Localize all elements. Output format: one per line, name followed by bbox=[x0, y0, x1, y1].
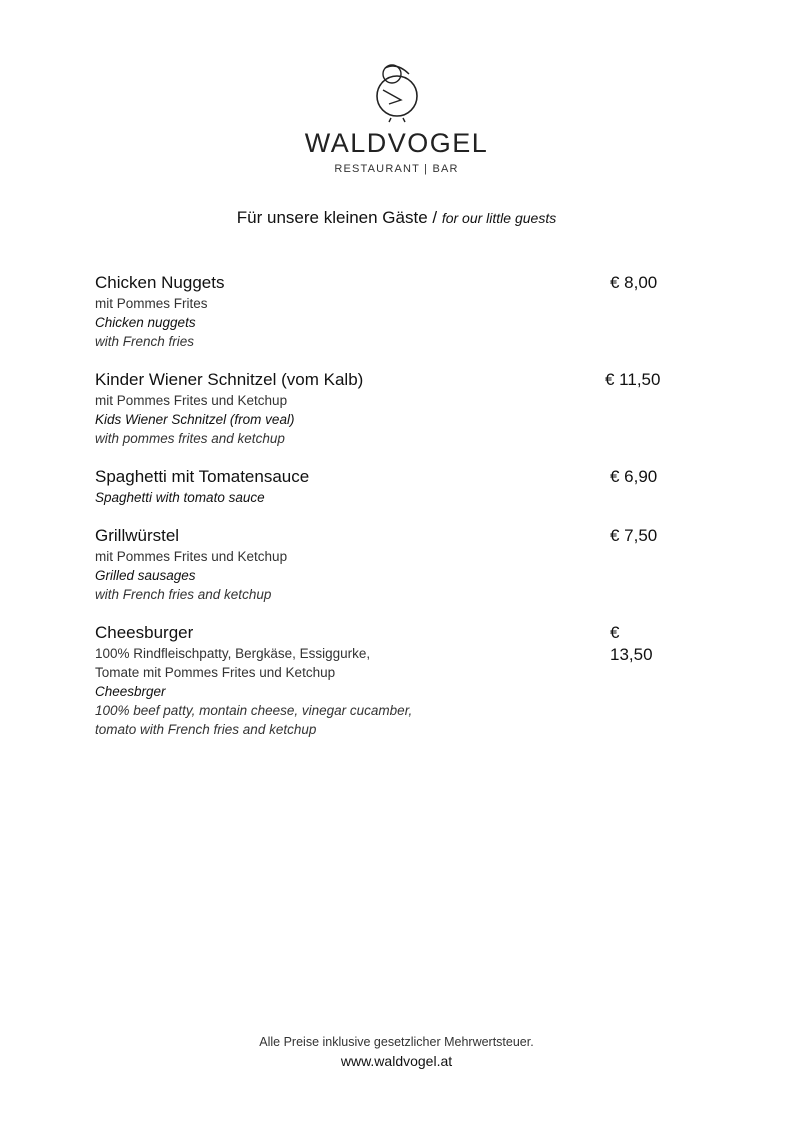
menu-item-name: Kinder Wiener Schnitzel (vom Kalb) bbox=[95, 370, 364, 389]
menu-item-name-en: Chicken nuggets bbox=[95, 315, 196, 330]
menu-item-name-en: Kids Wiener Schnitzel (from veal) bbox=[95, 412, 295, 427]
bird-icon bbox=[367, 60, 427, 124]
menu-item-description-en: with French fries bbox=[95, 334, 195, 349]
menu-item-description-en: 100% beef patty, montain cheese, vinegar cucamber, bbox=[95, 703, 413, 718]
menu-item-description-de: Tomate mit Pommes Frites und Ketchup bbox=[95, 665, 336, 680]
menu-item-name: Cheesburger bbox=[95, 623, 194, 642]
menu-item-description-de: 100% Rindfleischpatty, Bergkäse, Essiggurke, bbox=[95, 646, 371, 661]
menu-item-name-en: Cheesbrger bbox=[95, 684, 166, 699]
menu-item-price: € 11,50 bbox=[605, 370, 661, 389]
logo bbox=[0, 60, 793, 175]
brand-tagline: RESTAURANT | BAR bbox=[334, 163, 459, 175]
menu-item-description-en: with French fries and ketchup bbox=[95, 587, 272, 602]
menu-item-price: € 6,90 bbox=[610, 467, 658, 486]
menu-list bbox=[95, 272, 665, 757]
menu-item-description-en: tomato with French fries and ketchup bbox=[95, 722, 317, 737]
menu-item bbox=[95, 525, 665, 604]
menu-item-price: € 7,50 bbox=[610, 526, 658, 545]
menu-item bbox=[95, 466, 665, 507]
menu-item bbox=[95, 622, 665, 739]
menu-item-name-en: Spaghetti with tomato sauce bbox=[95, 490, 265, 505]
menu-section-heading bbox=[0, 208, 793, 228]
vat-note: Alle Preise inklusive gesetzlicher Mehrwertsteuer. bbox=[259, 1035, 534, 1049]
heading-german: Für unsere kleinen Gäste / bbox=[236, 208, 442, 227]
menu-item-description-en: with pommes frites and ketchup bbox=[95, 431, 285, 446]
menu-item-description-de: mit Pommes Frites und Ketchup bbox=[95, 549, 288, 564]
brand-name: WALDVOGEL bbox=[304, 128, 489, 158]
menu-item-name: Chicken Nuggets bbox=[95, 273, 225, 292]
menu-item-name: Spaghetti mit Tomatensauce bbox=[95, 467, 310, 486]
menu-item-description-de: mit Pommes Frites und Ketchup bbox=[95, 393, 288, 408]
menu-item-name: Grillwürstel bbox=[95, 526, 180, 545]
menu-item bbox=[95, 272, 665, 351]
menu-item-price: € 13,50 bbox=[610, 623, 653, 664]
menu-item-name-en: Grilled sausages bbox=[95, 568, 196, 583]
heading-english: for our little guests bbox=[441, 210, 557, 226]
menu-item bbox=[95, 369, 665, 448]
footer bbox=[0, 1035, 793, 1069]
menu-item-price: € 8,00 bbox=[610, 273, 658, 292]
website-link[interactable]: www.waldvogel.at bbox=[340, 1053, 453, 1069]
menu-item-description-de: mit Pommes Frites bbox=[95, 296, 208, 311]
